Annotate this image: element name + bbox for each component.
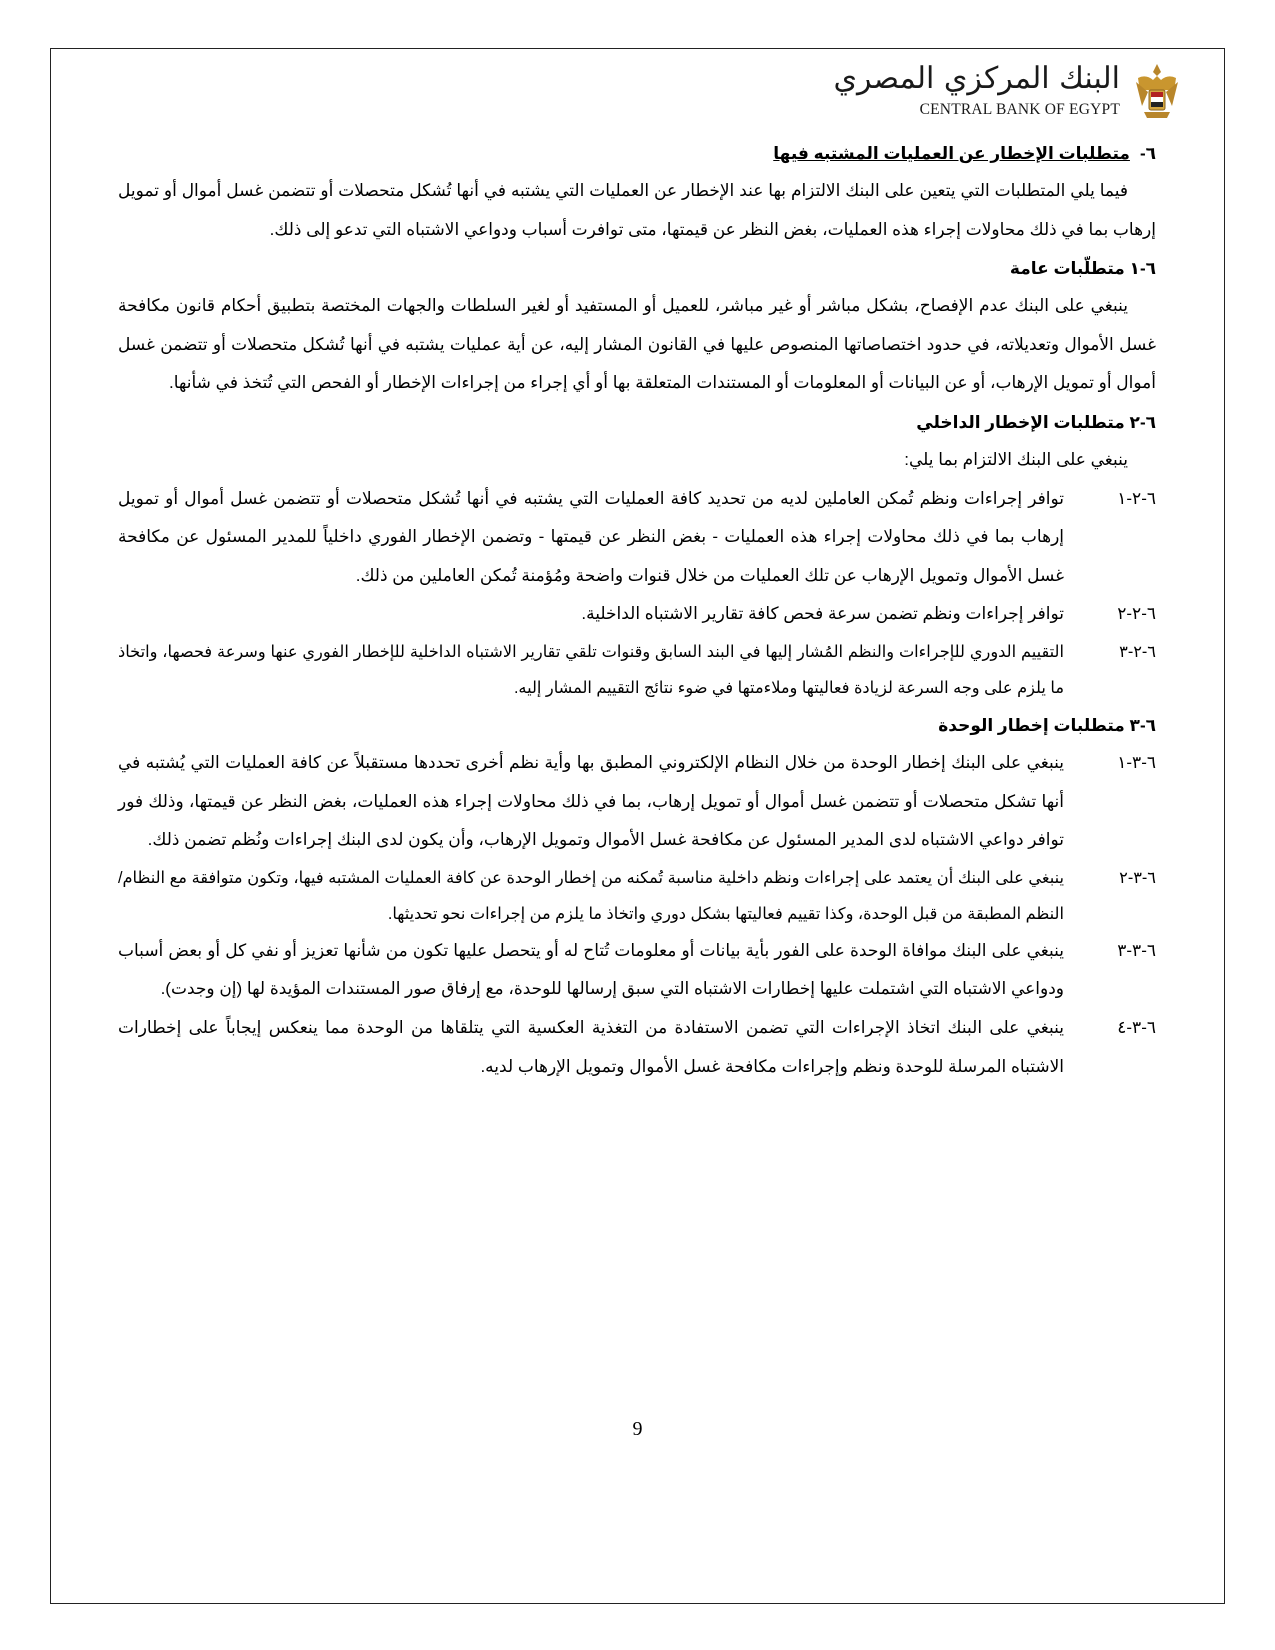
sub1-heading: ٦-١ متطلّبات عامة [1009,259,1156,279]
item-number: ٦-٣-٢ [1119,868,1156,887]
item-number: ٦-٣-١ [1117,752,1156,772]
document-body [118,136,1156,1086]
list-item [118,595,1156,634]
list-item [118,860,1156,932]
item-text: توافر إجراءات ونظم تضمن سرعة فحص كافة تقارير الاشتباه الداخلية. [581,604,1064,624]
section-number: ٦- [1139,144,1156,163]
sub1-text: ينبغي على البنك عدم الإفصاح، بشكل مباشر أو غير مباشر، للعميل أو المستفيد أو لغير السلطات والجهات المختصة بتطبيق أحكام قانون مكافحة غسل الأموال وتعديلاته، في حدود اختصاصاتها المنصوص عليها في القانون المشار إليه، عن أية عمليات يشتبه في أنها تُشكل متحصلات أو تتضمن غسل أموال أو تمويل الإرهاب، أو عن البيانات أو المعلومات أو المستندات المتعلقة بها أو أي إجراء من إجراءات الإخطار أو الفحص التي تُتخذ في شأنها. [118,296,1156,393]
item-text: ينبغي على البنك أن يعتمد على إجراءات ونظم داخلية مناسبة تُمكنه من إخطار الوحدة عن كافة العمليات المشتبه فيها، وتكون متوافقة مع النظام/ النظم المطبقة من قبل الوحدة، وكذا تقييم فعاليتها بشكل دوري واتخاذ ما يلزم من إجراءات نحو تحديثها. [118,868,1064,923]
item-text: ينبغي على البنك إخطار الوحدة من خلال النظام الإلكتروني المطبق بها وأية نظم أخرى تحددها مستقبلاً عن كافة العمليات التي يُشتبه في أنها تشكل متحصلات أو تتضمن غسل أموال أو تمويل إرهاب، بما في ذلك محاولات إجراء هذه العمليات، بغض النظر عن قيمتها، وذلك فور توافر دواعي الاشتباه لدى المدير المسئول عن مكافحة غسل الأموال وتمويل الإرهاب، وأن يكون لدى البنك إجراءات ونُظم تضمن ذلك. [118,752,1064,850]
logo-english-name: CENTRAL BANK OF EGYPT [919,101,1120,118]
eagle-emblem-icon [1134,62,1180,122]
item-number: ٦-٣-٤ [1117,1017,1156,1037]
central-bank-logo [833,60,1180,128]
list-item [118,634,1156,706]
sub2-lead: ينبغي على البنك الالتزام بما يلي: [904,449,1128,469]
item-text: ينبغي على البنك اتخاذ الإجراءات التي تضمن الاستفادة من التغذية العكسية التي يتلقاها من الوحدة مما ينعكس إيجاباً على إخطارات الاشتباه المرسلة للوحدة ونظم وإجراءات مكافحة غسل الأموال وتمويل الإرهاب لديه. [118,1017,1064,1076]
sub2-heading: ٦-٢ متطلبات الإخطار الداخلي [916,412,1156,432]
list-item [118,1009,1156,1086]
item-number: ٦-٢-٣ [1119,642,1156,661]
section-title: متطلبات الإخطار عن العمليات المشتبه فيها [773,144,1130,163]
item-text: توافر إجراءات ونظم تُمكن العاملين لديه من تحديد كافة العمليات التي يشتبه في أنها تُشكل متحصلات أو تتضمن غسل أموال أو تمويل إرهاب بما في ذلك محاولات إجراء هذه العمليات - بغض النظر عن قيمتها - وتضمن الإخطار الفوري داخلياً للمدير المسئول عن مكافحة غسل الأموال وتمويل الإرهاب عن تلك العمليات من خلال قنوات واضحة ومُؤمنة تُمكن العاملين من ذلك. [118,488,1064,585]
item-number: ٦-٢-٢ [1117,604,1156,624]
item-number: ٦-٣-٣ [1117,940,1156,960]
list-item [118,480,1156,596]
page-number: 9 [632,1418,643,1440]
list-item [118,744,1156,860]
item-text: التقييم الدوري للإجراءات والنظم المُشار إليها في البند السابق وقنوات تلقي تقارير الاشتباه الداخلية للإخطار الفوري عنها وسرعة فحصها، واتخاذ ما يلزم على وجه السرعة لزيادة فعاليتها وملاءمتها في ضوء نتائج التقييم المشار إليه. [118,642,1064,697]
item-number: ٦-٢-١ [1117,488,1156,508]
sub3-heading: ٦-٣ متطلبات إخطار الوحدة [938,715,1156,735]
item-text: ينبغي على البنك موافاة الوحدة على الفور بأية بيانات أو معلومات تُتاح له أو يتحصل عليها تكون من شأنها تعزيز أو نفي كل أو بعض أسباب ودواعي الاشتباه التي اشتملت عليها إخطارات الاشتباه التي سبق إرسالها للوحدة، مع إرفاق صور المستندات المؤيدة لها (إن وجدت). [118,940,1064,999]
logo-arabic-name: البنك المركزي المصري [833,61,1120,96]
section-intro: فيما يلي المتطلبات التي يتعين على البنك الالتزام بها عند الإخطار عن العمليات التي يشتبه في أنها تُشكل متحصلات أو تتضمن غسل أموال أو تمويل إرهاب بما في ذلك محاولات إجراء هذه العمليات، بغض النظر عن قيمتها، متى توافرت أسباب ودواعي الاشتباه التي تدعو إلى ذلك. [118,181,1156,239]
section-heading [118,136,1156,172]
list-item [118,932,1156,1009]
